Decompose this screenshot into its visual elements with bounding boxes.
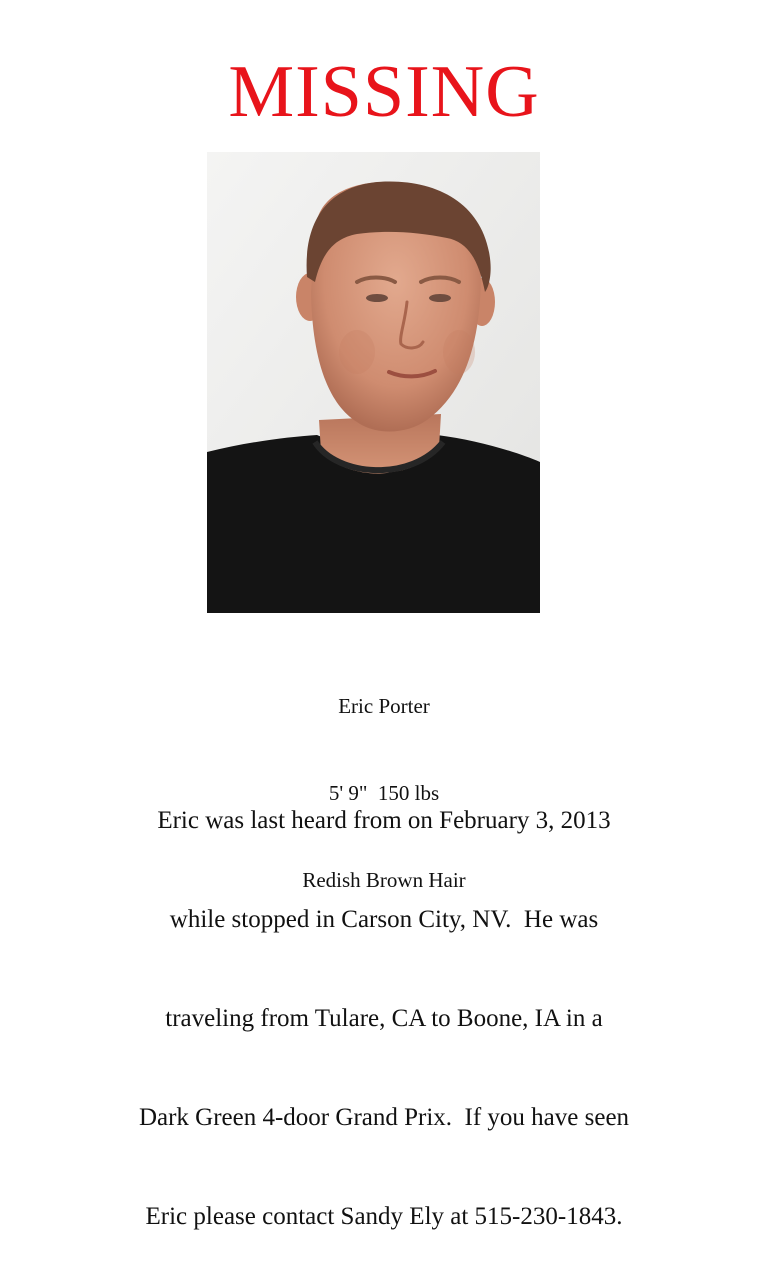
last-seen-message bbox=[0, 738, 768, 1266]
height-weight: 5' 9" 150 lbs bbox=[328, 781, 440, 805]
right-eye bbox=[429, 294, 451, 302]
message-line: traveling from Tulare, CA to Boone, IA in a bbox=[165, 1005, 603, 1032]
missing-headline: MISSING bbox=[228, 51, 540, 133]
portrait-illustration bbox=[207, 152, 540, 613]
cheek-shading bbox=[339, 330, 375, 374]
missing-person-photo bbox=[207, 152, 540, 613]
person-name: Eric Porter bbox=[338, 694, 430, 718]
message-line: Eric please contact Sandy Ely at 515-230-1843. bbox=[145, 1203, 623, 1230]
hair-description: Redish Brown Hair bbox=[302, 868, 466, 892]
cheek-shading-right bbox=[443, 330, 475, 374]
left-eye bbox=[366, 294, 388, 302]
message-line: while stopped in Carson City, NV. He was bbox=[169, 906, 599, 933]
message-line: Eric was last heard from on February 3, 2013 bbox=[157, 807, 611, 834]
message-line: Dark Green 4-door Grand Prix. If you have seen bbox=[138, 1104, 630, 1131]
